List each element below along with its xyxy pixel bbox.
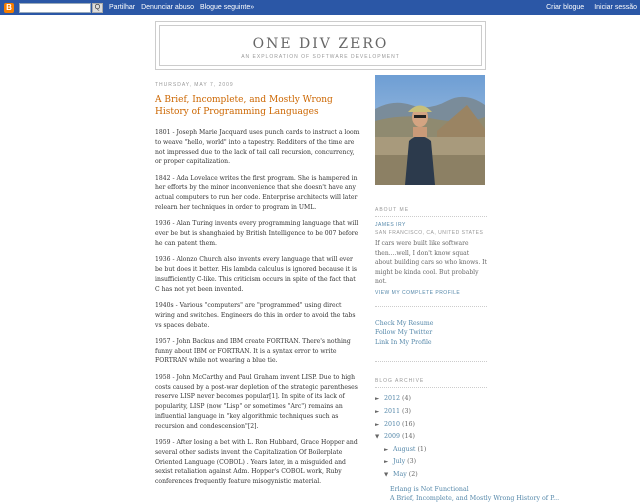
post-paragraph: 1842 - Ada Lovelace writes the first program. She is hampered in her efforts by the minor inconvenience that she doesn't have any actual computers to run her code. Enterprise architects will later relearn her techniques in order to program in UML. <box>155 174 358 212</box>
archive-year-label[interactable]: 2009 <box>384 433 401 441</box>
archive-count: (4) <box>402 395 411 403</box>
navbar-search-input[interactable] <box>19 3 91 13</box>
archive-month-label[interactable]: July <box>393 458 406 466</box>
expand-arrow-icon[interactable]: ► <box>375 421 380 428</box>
post-paragraph: 1957 - John Backus and IBM create FORTRAN. There's nothing funny about IBM or FORTRAN. It is a syntax error to write FORTRAN while not wearing a blue tie. <box>155 337 351 365</box>
post-body <box>155 128 360 487</box>
profile-about: If cars were built like software then....well, I don't know squat about building cars so who knows. It might be kinda cool. But probably not. <box>375 240 487 286</box>
archive-year-label[interactable]: 2012 <box>384 395 401 403</box>
post-paragraph: 1936 - Alan Turing invents every programming language that will ever be but is shanghaied by British Intelligence to be 007 before he can patent them. <box>155 220 359 247</box>
archive-month-label[interactable]: May <box>393 471 407 479</box>
archive-post-link[interactable]: A Brief, Incomplete, and Mostly Wrong History of P... <box>390 494 560 502</box>
share-link[interactable]: Partilhar <box>109 4 136 11</box>
post-paragraph: 1959 - After losing a bet with L. Ron Hubbard, Grace Hopper and several other sadists invent the Capitalization Of Boilerplate Oriented Language (COBOL) . Years later, in a misguided and sexist retaliation against Adm. Hopper's COBOL work, Ruby conferences frequently feature misogynistic material. <box>155 439 358 486</box>
post-paragraph: 1801 - Joseph Marie Jacquard uses punch cards to instruct a loom to weave "hello, world" into a tapestry. Redditers of the time are not impressed due to the lack of tail call recursion, concurrency, or proper capitalization. <box>155 129 360 166</box>
sidebar-links <box>375 319 487 363</box>
post-date: THURSDAY, MAY 7, 2009 <box>155 82 234 88</box>
archive-year-label[interactable]: 2011 <box>384 408 401 416</box>
profile-link[interactable]: Link In My Profile <box>375 338 432 346</box>
archive-month-label[interactable]: August <box>393 445 416 453</box>
twitter-link[interactable]: Follow My Twitter <box>375 329 433 337</box>
expand-arrow-icon[interactable]: ► <box>384 446 389 453</box>
archive-month[interactable] <box>375 469 487 482</box>
archive-month[interactable] <box>375 444 487 457</box>
archive-count: (16) <box>402 420 415 428</box>
sidebar <box>375 75 560 503</box>
archive-count: (2) <box>408 471 418 479</box>
archive-year[interactable] <box>375 406 487 419</box>
expand-arrow-icon[interactable]: ► <box>375 409 380 416</box>
archive-year[interactable] <box>375 393 487 406</box>
archive-count: (1) <box>417 445 427 453</box>
main-column <box>155 82 360 487</box>
archive-year[interactable] <box>375 419 487 432</box>
expand-arrow-icon[interactable]: ► <box>375 396 380 403</box>
blog-archive-heading: BLOG ARCHIVE <box>375 378 487 388</box>
post-paragraph: 1940s - Various "computers" are "programmed" using direct wiring and switches. Engineers do this in order to avoid the tabs vs spaces debate. <box>155 301 356 329</box>
archive-count: (3) <box>402 408 411 416</box>
expand-arrow-icon[interactable]: ► <box>384 459 389 466</box>
collapse-arrow-icon[interactable]: ▼ <box>384 472 389 479</box>
post-title[interactable]: A Brief, Incomplete, and Mostly Wrong History of Programming Languages <box>155 95 333 117</box>
profile-name[interactable]: JAMES IRY <box>375 222 406 228</box>
post-paragraph: 1958 - John McCarthy and Paul Graham invent LISP. Due to high costs caused by a post-war depletion of the strategic parentheses reserve LISP never becomes popular[1]. In spite of its lack of popularity, LISP (now "Lisp" or sometimes "Arc") remains an influential language in "key algorithmic techniques such as recursion and condescension"[2]. <box>155 373 358 430</box>
profile-photo[interactable] <box>375 75 485 185</box>
profile-location: SAN FRANCISCO, CA, UNITED STATES <box>375 230 484 236</box>
archive-year[interactable] <box>375 431 487 444</box>
blog-header <box>155 21 486 70</box>
next-blog-link[interactable]: Blogue seguinte» <box>200 4 255 11</box>
collapse-arrow-icon[interactable]: ▼ <box>375 434 380 441</box>
archive-post-link[interactable]: Erlang is Not Functional <box>390 485 469 493</box>
report-abuse-link[interactable]: Denunciar abuso <box>141 4 195 11</box>
blogger-logo-icon[interactable]: B <box>4 3 14 13</box>
archive-count: (3) <box>407 458 417 466</box>
create-blog-link[interactable]: Criar blogue <box>546 4 585 11</box>
post-paragraph: 1936 - Alonzo Church also invents every language that will ever be but does it better. His lambda calculus is ignored because it is insufficiently C-like. This criticism occurs in spite of the fact that C has not yet been invented. <box>155 256 358 293</box>
sign-in-link[interactable]: Iniciar sessão <box>594 4 637 11</box>
blog-archive <box>375 393 560 502</box>
blogger-navbar <box>0 0 640 15</box>
blog-description: AN EXPLORATION OF SOFTWARE DEVELOPMENT <box>241 54 400 60</box>
search-icon[interactable]: Q <box>92 3 103 13</box>
archive-count: (14) <box>402 433 415 441</box>
blog-title[interactable]: ONE DIV ZERO <box>252 36 389 52</box>
archive-month[interactable] <box>375 456 487 469</box>
about-me-heading: ABOUT ME <box>375 207 487 217</box>
view-profile-link[interactable]: VIEW MY COMPLETE PROFILE <box>375 290 487 307</box>
archive-year-label[interactable]: 2010 <box>384 420 401 428</box>
resume-link[interactable]: Check My Resume <box>375 319 434 327</box>
